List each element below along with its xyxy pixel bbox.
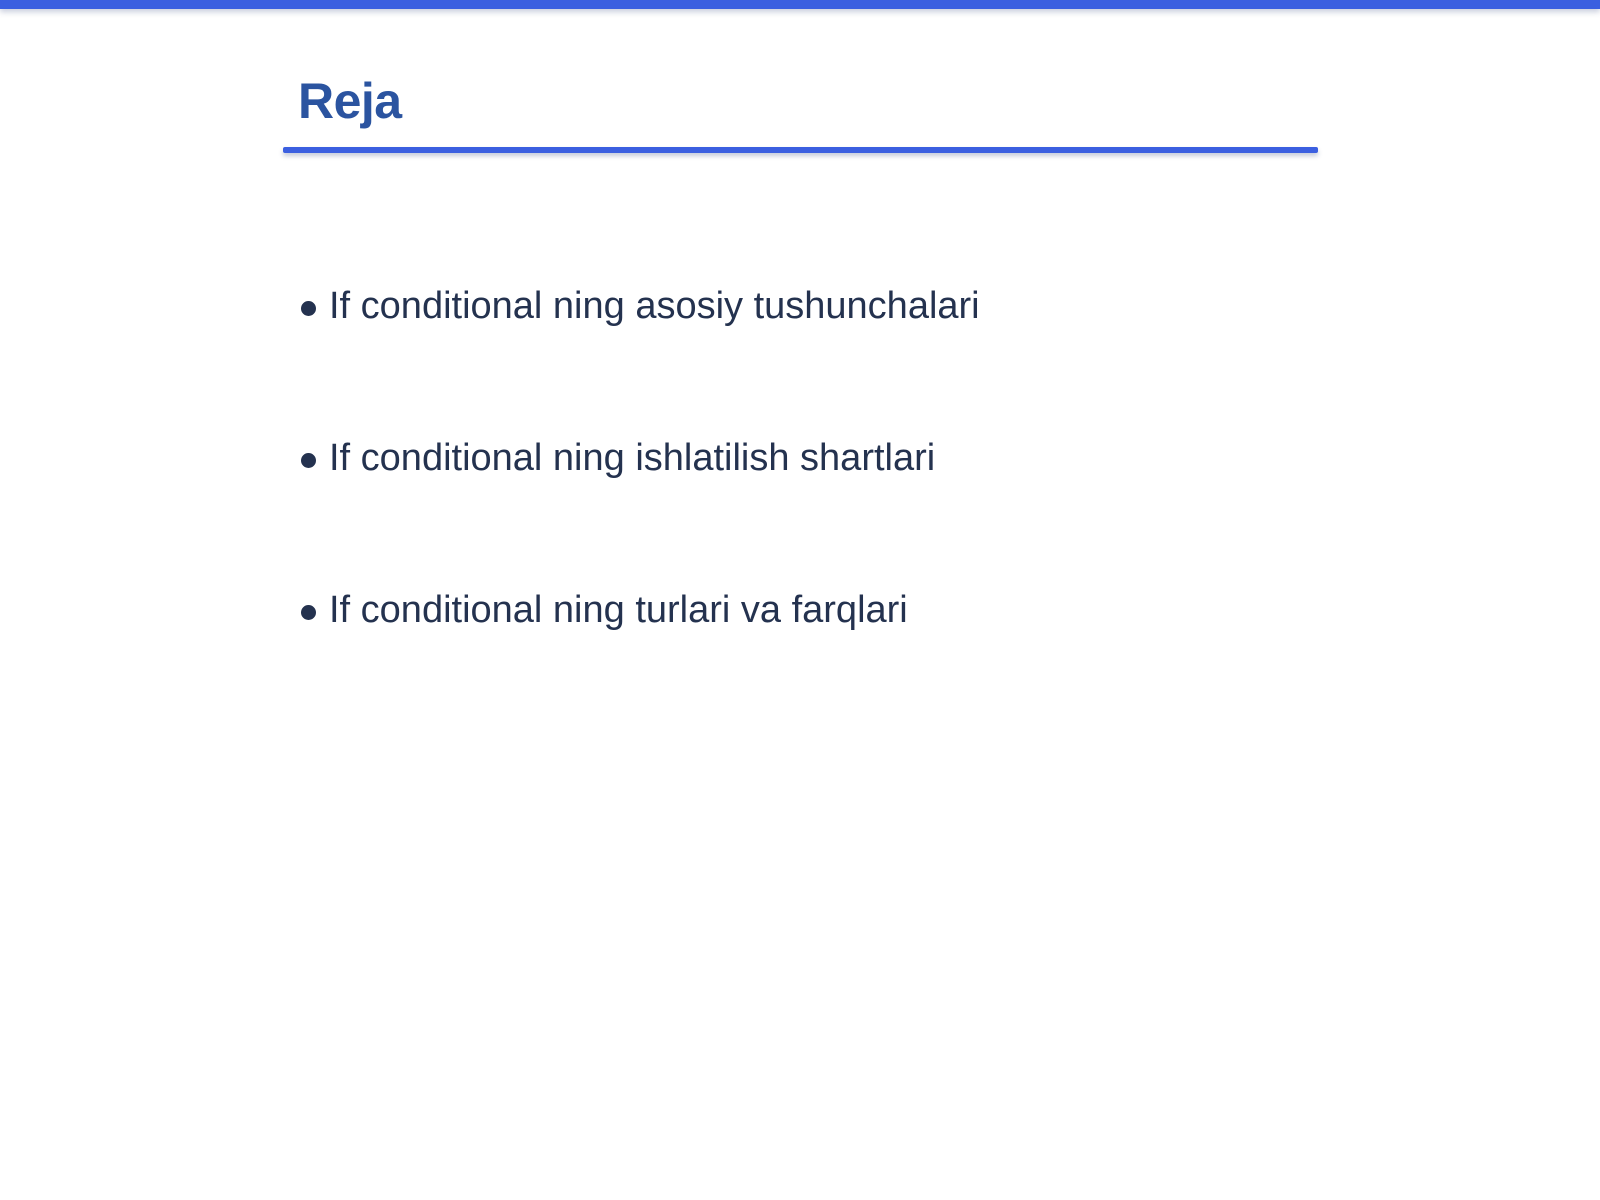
bullet-dot-icon <box>301 453 316 468</box>
title-underline <box>283 147 1318 153</box>
bullet-text: If conditional ning ishlatilish shartlari <box>329 437 936 479</box>
bullet-dot-icon <box>301 605 316 620</box>
slide-title: Reja <box>298 73 402 129</box>
bullet-text: If conditional ning turlari va farqlari <box>329 589 908 631</box>
bullet-dot-icon <box>301 301 316 316</box>
bullet-text: If conditional ning asosiy tushunchalari <box>329 285 980 327</box>
